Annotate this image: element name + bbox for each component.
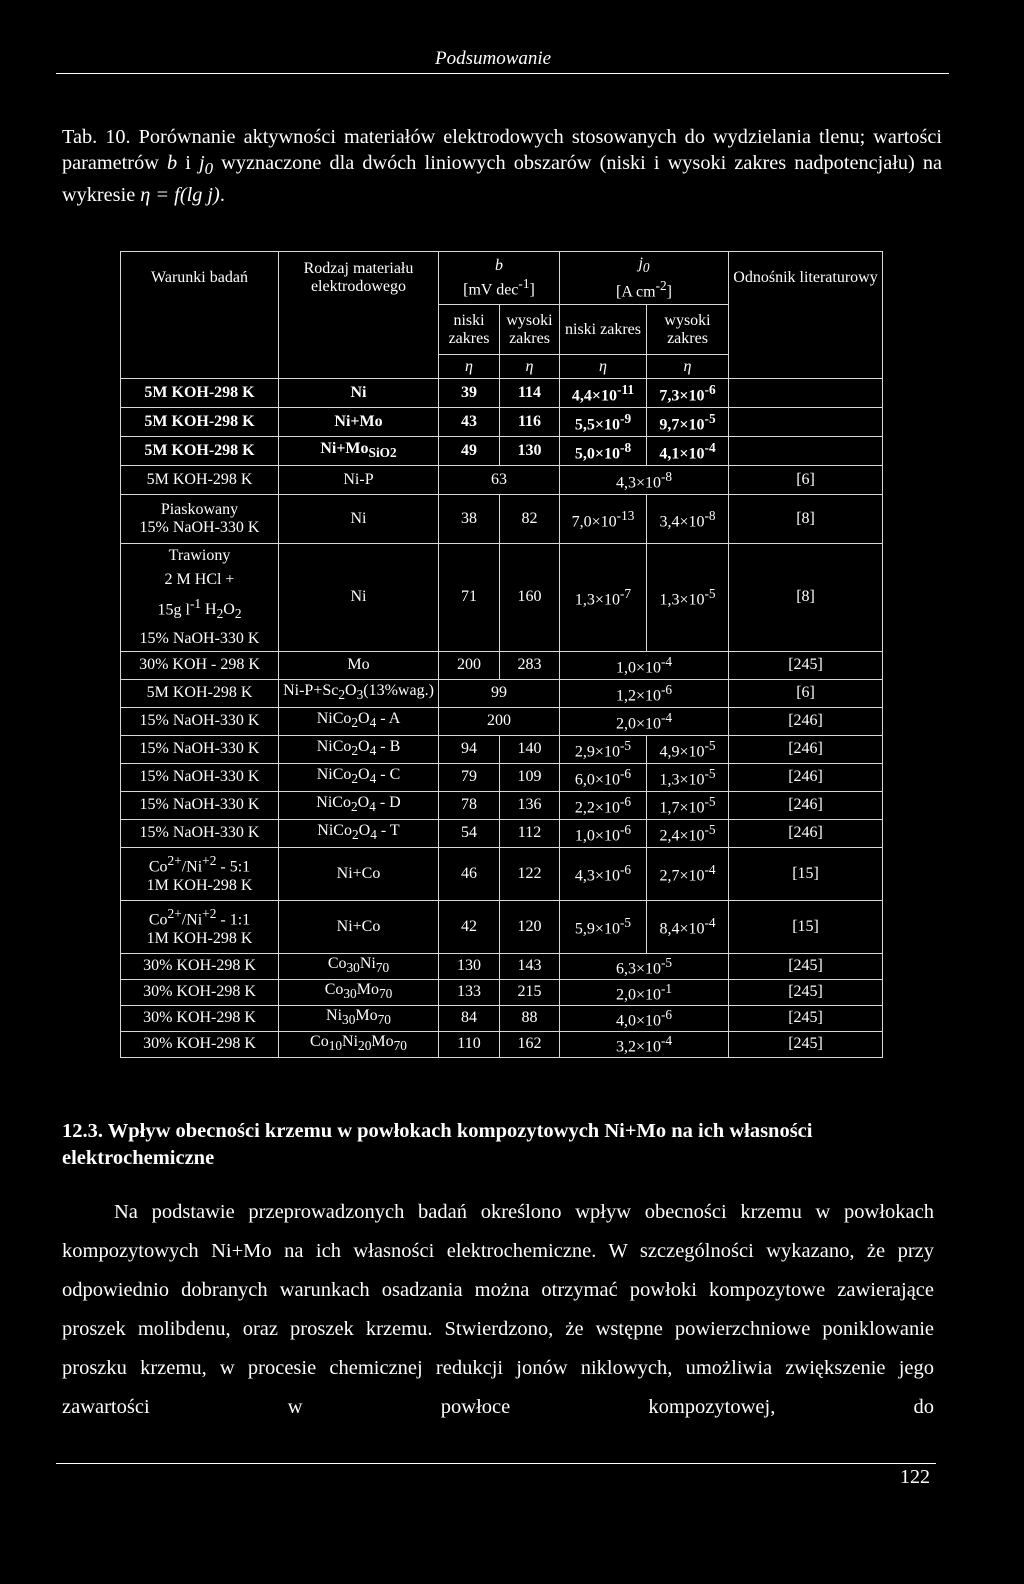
- table-row: 30% KOH - 298 K Mo 200 283 $1,0\times 10^{-4}$ [245]: [121, 651, 883, 679]
- comparison-table: [120, 251, 883, 1058]
- header-j-high: wysoki zakres: [647, 305, 729, 355]
- table-row: 30% KOH-298 K $Co_{30}Ni_{70}$ 130 143 $6,3\times 10^{-5}$ [245]: [121, 953, 883, 979]
- header-b-high: wysoki zakres: [500, 305, 560, 355]
- body-paragraph: Na podstawie przeprowadzonych badań określono wpływ obecności krzemu w powłokach kompozytowych Ni+Mo na ich własności elektrochemiczne. W szczególności wykazano, że przy odpowiednio dobranych warunkach osadzania można otrzymać powłoki kompozytowe zawierające proszek molibdenu, oraz proszek krzemu. Stwierdzono, że wstępne powierzchniowe poniklowanie proszku krzemu, w procesie chemicznej redukcji jonów niklowych, umożliwia zwiększenie jego zawartości w powłoce kompozytowej, do: [62, 1201, 934, 1418]
- table-row: $Co^{2+}/Ni^{+2}$ - 5:1 1M KOH-298 K Ni+Co 46 122 $4,3\times 10^{-6}$ $2,7\times 10^{-4}$ [15]: [121, 847, 883, 900]
- running-header: Podsumowanie: [435, 48, 552, 69]
- table-row: 5M KOH-298 K $Ni+Mo_{SiO2}$ 49 130 $5,0\times 10^{-8}$ $4,1\times 10^{-4}$: [121, 437, 883, 466]
- header-b-low: niski zakres: [439, 305, 500, 355]
- table-caption: Tab. 10. Porównanie aktywności materiałów elektrodowych stosowanych do wydzielania tlenu; wartości parametrów b i $j_0$ wyznaczone dla dwóch liniowych obszarów (niski i wysoki zakres nadpotencjału) na wykresie η = f(lg j).: [62, 126, 943, 207]
- header-b: b [mV dec$^{-1}$]: [439, 252, 560, 305]
- footer-rule: [56, 1463, 936, 1464]
- table-row: Piaskowany 15% NaOH-330 K Ni 38 82 $7,0\times 10^{-13}$ $3,4\times 10^{-8}$ [8]: [121, 495, 883, 544]
- table-header-row: [121, 252, 883, 305]
- table-row: 5M KOH-298 K Ni+Mo 43 116 $5,5\times 10^{-9}$ $9,7\times 10^{-5}$: [121, 408, 883, 437]
- section-heading: 12.3. Wpływ obecności krzemu w powłokach kompozytowych Ni+Mo na ich własności elektrochemiczne: [62, 1120, 813, 1169]
- table-eta-row: [121, 355, 883, 379]
- table-row: 30% KOH-298 K $Ni_{30}Mo_{70}$ 84 88 $4,0\times 10^{-6}$ [245]: [121, 1005, 883, 1031]
- table-row: 15% NaOH-330 K $NiCo_2O_4$ - T 54 112 $1,0\times 10^{-6}$ $2,4\times 10^{-5}$ [246]: [121, 819, 883, 847]
- table-row: 15% NaOH-330 K $NiCo_2O_4$ - C 79 109 $6,0\times 10^{-6}$ $1,3\times 10^{-5}$ [246]: [121, 763, 883, 791]
- eta-symbol: η: [439, 355, 500, 379]
- header-conditions: Warunki badań: [121, 252, 279, 305]
- table-row: 30% KOH-298 K $Co_{30}Mo_{70}$ 133 215 $2,0\times 10^{-1}$ [245]: [121, 979, 883, 1005]
- table-row: 15% NaOH-330 K $NiCo_2O_4$ - B 94 140 $2,9\times 10^{-5}$ $4,9\times 10^{-5}$ [246]: [121, 735, 883, 763]
- page-number: 122: [900, 1466, 930, 1488]
- table-subheader-row: [121, 305, 883, 355]
- header-material: Rodzaj materiału elektrodowego: [279, 252, 439, 305]
- eta-symbol: η: [647, 355, 729, 379]
- table-row: $Co^{2+}/Ni^{+2}$ - 1:1 1M KOH-298 K Ni+Co 42 120 $5,9\times 10^{-5}$ $8,4\times 10^{-4}$ [15]: [121, 900, 883, 953]
- table-row: 30% KOH-298 K $Co_{10}Ni_{20}Mo_{70}$ 110 162 $3,2\times 10^{-4}$ [245]: [121, 1031, 883, 1057]
- table-row: 15% NaOH-330 K $NiCo_2O_4$ - A 200 $2,0\times 10^{-4}$ [246]: [121, 707, 883, 735]
- eta-symbol: η: [560, 355, 647, 379]
- header-j-low: niski zakres: [560, 305, 647, 355]
- table-row: 5M KOH-298 K $Ni-P+Sc_2O_3(13\%wag.)$ 99 $1,2\times 10^{-6}$ [6]: [121, 679, 883, 707]
- header-rule: [56, 73, 949, 74]
- header-reference: Odnośnik literaturowy: [729, 252, 883, 305]
- eta-symbol: η: [500, 355, 560, 379]
- table-row: 15% NaOH-330 K $NiCo_2O_4$ - D 78 136 $2,2\times 10^{-6}$ $1,7\times 10^{-5}$ [246]: [121, 791, 883, 819]
- header-j0: $j_0$ [A $cm^{-2}$]: [560, 252, 729, 305]
- table-row: 5M KOH-298 K Ni-P 63 $4,3\times 10^{-8}$ [6]: [121, 466, 883, 495]
- table-row: Trawiony 2 M HCl + 15g $l^{-1}$ $H_2O_2$ 15% NaOH-330 K Ni 71 160 $1,3\times 10^{-7}$ $1,3\times 10^{-5}$ [8]: [121, 544, 883, 652]
- table-row: 5M KOH-298 K Ni 39 114 $4,4\times 10^{-11}$ $7,3\times 10^{-6}$: [121, 379, 883, 408]
